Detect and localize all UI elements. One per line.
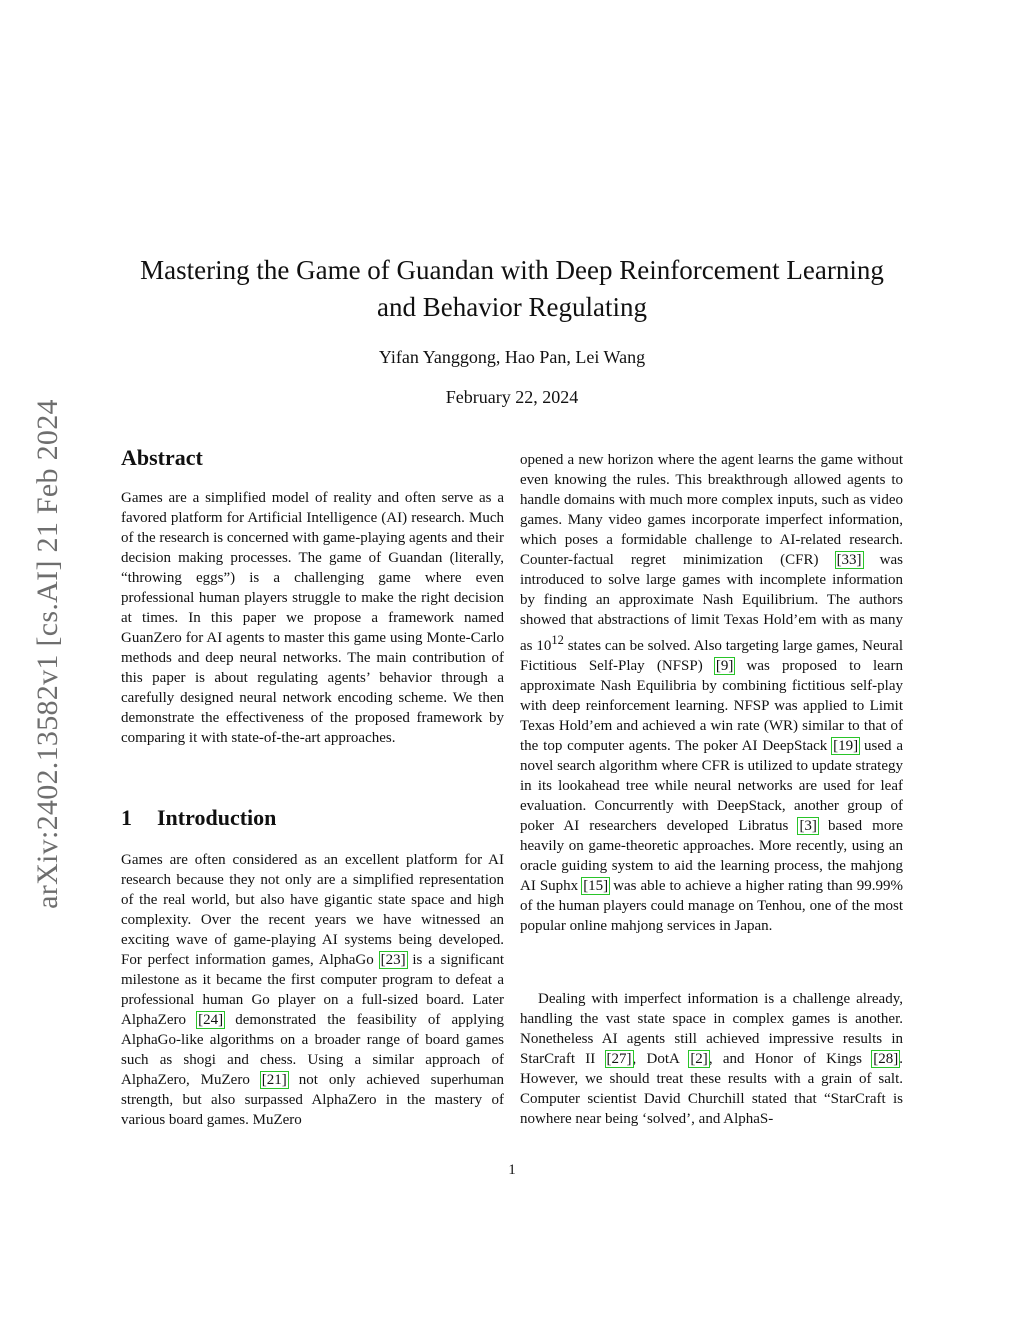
text-run: opened a new horizon where the agent learns the game without even knowing the rules. This breakthrough allowed agents to handle domains with much more complex inputs, such as video games. Many video games incorporate imperfect information, which poses a formidable challenge to AI-related research. Counter-factual regret minimization (CFR)	[520, 452, 903, 568]
citation-link[interactable]: [9]	[715, 658, 734, 674]
section-number: 1	[121, 805, 132, 830]
text-run: was introduced to solve large games with incomplete information by finding an approximate Nash Equilibrium. The authors showed that abstractions of limit Texas Hold’em with as many as 10	[520, 552, 903, 654]
text-run: is a significant milestone as it became the first computer program to defeat a professional human Go player on a full-sized board. Later AlphaZero	[121, 952, 504, 1028]
citation-link[interactable]: [24]	[198, 1012, 224, 1028]
citation-link[interactable]: [33]	[836, 552, 862, 568]
text-run: not only achieved superhuman strength, but also surpassed AlphaZero in the mastery of various board games. MuZero	[121, 1072, 504, 1128]
section-heading-introduction	[121, 804, 276, 832]
citation-link[interactable]: [28]	[873, 1051, 899, 1067]
abstract-text: Games are a simplified model of reality and often serve as a favored platform for Artificial Intelligence (AI) research. Much of the research is concerned with game-playing agents and their decision making processes. The game of Guandan (literally, “throwing eggs”) is a challenging game where even professional human players struggle to make the right decision at times. In this paper we propose a framework named GuanZero for AI agents to master this game using Monte-Carlo methods and deep neural networks. The main contribution of this paper is about regulating agents’ behavior through a carefully designed neural network encoding scheme. We then demonstrate the effectiveness of the proposed framework by comparing it with state-of-the-art approaches.	[121, 490, 504, 746]
text-run: based more heavily on game-theoretic approaches. More recently, using an oracle guiding system to aid the learning process, the mahjong AI Suphx	[520, 818, 903, 894]
citation-link[interactable]: [3]	[799, 818, 817, 834]
publication-date: February 22, 2024	[445, 387, 579, 407]
arxiv-identifier-text: arXiv:2402.13582v1 [cs.AI] 21 Feb 2024	[31, 399, 64, 909]
citation-link[interactable]: [21]	[261, 1072, 287, 1088]
text-run: , and Honor of Kings	[708, 1051, 873, 1067]
citation-link[interactable]: [27]	[606, 1051, 632, 1067]
title-line-1: Mastering the Game of Guandan with Deep Reinforcement Learning	[140, 255, 884, 285]
section-title: Introduction	[157, 805, 277, 830]
text-run: Dealing with imperfect information is a challenge already, handling the vast state space in complex games is another. Nonetheless AI agents still achieved impressive results in StarCraft II	[520, 991, 903, 1067]
text-run: , DotA	[632, 1051, 690, 1067]
text-run: was proposed to learn approximate Nash Equilibria by combining fictitious self-play with deep reinforcement learning. NFSP was applied to Limit Texas Hold’em and achieved a win rate (WR) similar to that of the top computer agents. The poker AI DeepStack	[520, 658, 903, 754]
right-column-paragraph-1	[520, 450, 903, 936]
introduction-paragraph	[121, 850, 504, 1130]
text-run: Games are often considered as an excellent platform for AI research because they not only are a simplified representation of the real world, but also have gigantic state space and high complexity. Over the recent years we have witnessed an exciting wave of game-playing AI systems being developed. For perfect information games, AlphaGo	[121, 852, 504, 968]
citation-link[interactable]: [23]	[380, 952, 406, 968]
text-run: demonstrated the feasibility of applying AlphaGo-like algorithms on a broader range of board games such as shogi and chess. Using a similar approach of AlphaZero, MuZero	[121, 1012, 504, 1088]
page-number: 1	[508, 1162, 516, 1178]
citation-link[interactable]: [15]	[583, 878, 609, 894]
text-run: . However, we should treat these results with a grain of salt. Computer scientist David Churchill stated that “StarCraft is nowhere near being ‘solved’, and AlphaS-	[520, 1051, 903, 1127]
text-run: used a novel search algorithm where CFR is utilized to update strategy in its lookahead tree while neural networks are used for leaf evaluation. Concurrently with DeepStack, another group of poker AI researchers developed Libratus	[520, 738, 903, 834]
title-line-2: and Behavior Regulating	[377, 292, 647, 322]
abstract-heading: Abstract	[121, 445, 203, 470]
text-run: states can be solved. Also targeting large games, Neural Fictitious Self-Play (NFSP)	[520, 638, 903, 674]
text-run: was able to achieve a higher rating than 99.99% of the human players could manage on Tenhou, one of the most popular online mahjong services in Japan.	[520, 878, 904, 934]
paper-title	[100, 252, 924, 326]
citation-link[interactable]: [2]	[690, 1051, 708, 1067]
authors: Yifan Yanggong, Hao Pan, Lei Wang	[378, 347, 646, 367]
superscript-exponent: 12	[551, 633, 564, 647]
citation-link[interactable]: [19]	[833, 738, 859, 754]
right-column-paragraph-2	[520, 989, 903, 1129]
arxiv-identifier	[24, 368, 72, 940]
